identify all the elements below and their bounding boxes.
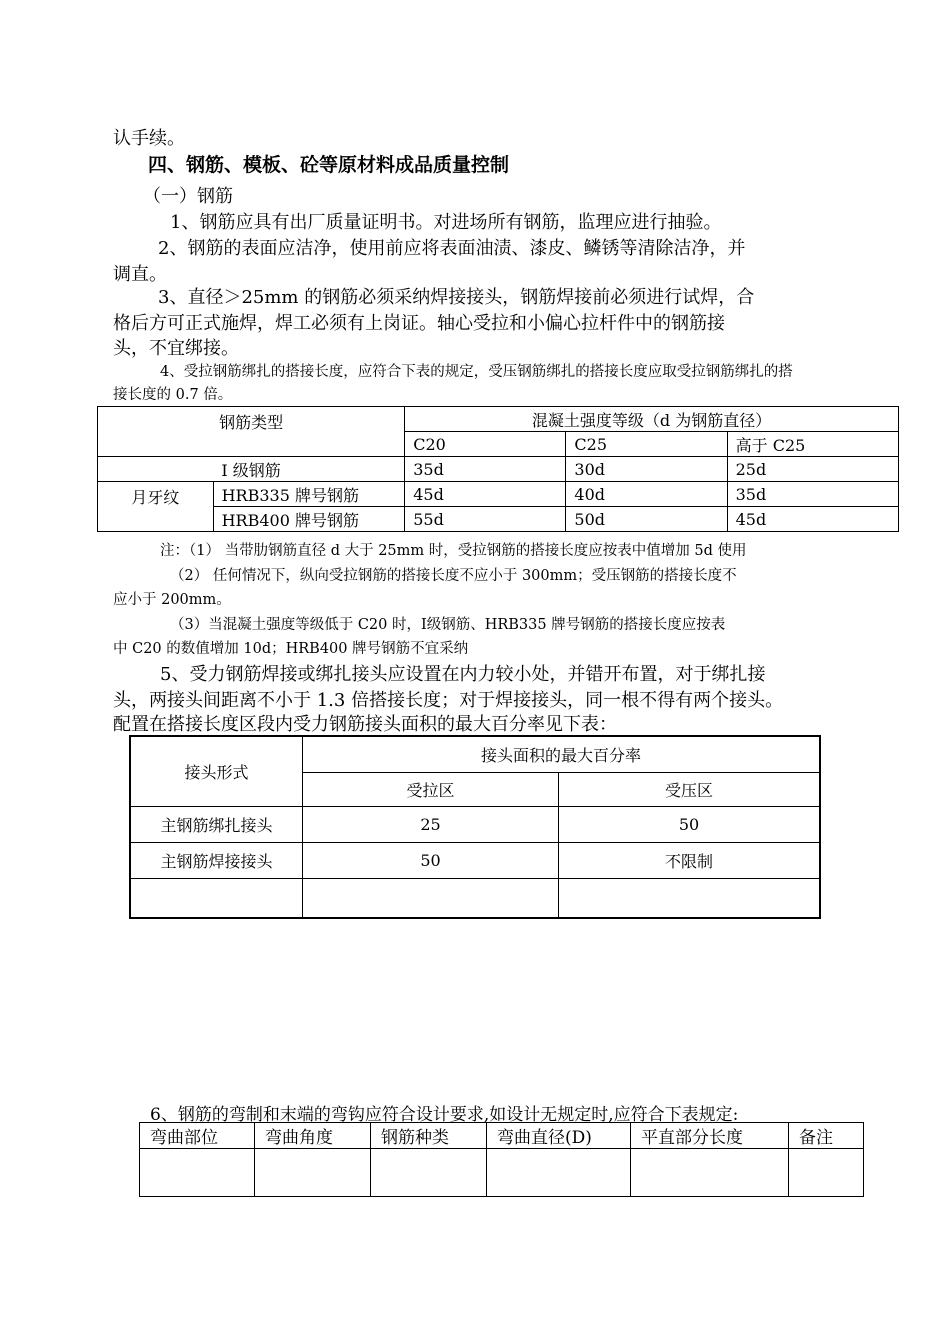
text-line: 头，两接头间距离不小于 1.3 倍搭接长度；对于焊接接头，同一根不得有两个接头。 (113, 690, 784, 711)
table-header: 接头面积的最大百分率 (303, 736, 821, 772)
table-header: 混凝土强度等级（d 为钢筋直径） (405, 407, 899, 432)
text-line: 配置在搭接长度区段内受力钢筋接头面积的最大百分率见下表： (113, 714, 617, 735)
text-line: 接长度的 0.7 倍。 (113, 387, 233, 403)
table-cell (140, 1149, 255, 1197)
table-cell (631, 1149, 789, 1197)
table-cell (130, 878, 303, 918)
table-header: C20 (405, 432, 566, 457)
table-cell (303, 878, 559, 918)
table-cell: 40d (566, 482, 727, 507)
note-line: 注：（1） 当带肋钢筋直径 d 大于 25mm 时，受拉钢筋的搭接长度应按表中值增加 5d 使用 (160, 543, 747, 559)
subsection-heading: （一）钢筋 (143, 186, 233, 207)
table-cell: 45d (405, 482, 566, 507)
table-cell: 35d (727, 482, 898, 507)
joint-percentage-table (129, 735, 821, 919)
table-header: 弯曲部位 (140, 1123, 255, 1149)
table-cell: 25d (727, 457, 898, 482)
note-line: 应小于 200mm。 (113, 592, 231, 608)
section-heading: 四、钢筋、模板、砼等原材料成品质量控制 (148, 154, 510, 176)
table-header: 受拉区 (303, 772, 559, 806)
table-header: 钢筋种类 (371, 1123, 487, 1149)
text-line: 3、直径＞25mm 的钢筋必须采纳焊接接头，钢筋焊接前必须进行试焊，合 (158, 287, 755, 308)
text-line: 调直。 (113, 264, 167, 285)
table-cell: 45d (727, 507, 898, 532)
text-line: 5、受力钢筋焊接或绑扎接头应设置在内力较小处，并错开布置，对于绑扎接 (160, 664, 766, 685)
text-line: 1、钢筋应具有出厂质量证明书。对进场所有钢筋，监理应进行抽验。 (170, 212, 722, 233)
table-cell (487, 1149, 631, 1197)
table-cell: 不限制 (559, 842, 821, 878)
note-line: （2） 任何情况下，纵向受拉钢筋的搭接长度不应小于 300mm；受压钢筋的搭接长度不 (170, 568, 737, 584)
table-cell: HRB400 牌号钢筋 (213, 507, 405, 532)
table-header: C25 (566, 432, 727, 457)
table-header: 弯曲角度 (255, 1123, 371, 1149)
table-header: 弯曲直径(D) (487, 1123, 631, 1149)
table-cell: 25 (303, 806, 559, 842)
note-line: 中 C20 的数值增加 10d；HRB400 牌号钢筋不宜采纳 (113, 641, 469, 657)
bending-table (139, 1122, 864, 1197)
table-cell: HRB335 牌号钢筋 (213, 482, 405, 507)
table-cell: 主钢筋焊接接头 (130, 842, 303, 878)
table-header: 接头形式 (130, 736, 303, 806)
table-cell: 主钢筋绑扎接头 (130, 806, 303, 842)
text-line: 认手续。 (113, 128, 185, 149)
table-cell (255, 1149, 371, 1197)
text-line: 6、钢筋的弯制和末端的弯钩应符合设计要求,如设计无规定时,应符合下表规定: (150, 1105, 739, 1125)
table-cell (559, 878, 821, 918)
text-line: 2、钢筋的表面应洁净，使用前应将表面油渍、漆皮、鳞锈等清除洁净，并 (158, 238, 746, 259)
table-header: 平直部分长度 (631, 1123, 789, 1149)
lap-length-table (97, 406, 899, 532)
table-cell: 月牙纹 (98, 482, 214, 532)
table-header: 高于 C25 (727, 432, 898, 457)
text-line: 头，不宜绑接。 (113, 338, 239, 359)
table-cell: 50d (566, 507, 727, 532)
table-cell: Ⅰ 级钢筋 (98, 457, 405, 482)
text-line: 4、受拉钢筋绑扎的搭接长度，应符合下表的规定，受压钢筋绑扎的搭接长度应取受拉钢筋绑扎的搭 (160, 364, 793, 380)
note-line: （3）当混凝土强度等级低于 C20 时，Ⅰ级钢筋、HRB335 牌号钢筋的搭接长度应按表 (170, 617, 726, 633)
table-header: 备注 (789, 1123, 864, 1149)
table-cell: 55d (405, 507, 566, 532)
table-cell (789, 1149, 864, 1197)
table-cell: 50 (303, 842, 559, 878)
table-cell: 50 (559, 806, 821, 842)
table-cell: 30d (566, 457, 727, 482)
table-header: 受压区 (559, 772, 821, 806)
text-line: 格后方可正式施焊，焊工必须有上岗证。轴心受拉和小偏心拉杆件中的钢筋接 (113, 313, 725, 334)
table-header: 钢筋类型 (98, 407, 405, 457)
table-cell (371, 1149, 487, 1197)
table-cell: 35d (405, 457, 566, 482)
